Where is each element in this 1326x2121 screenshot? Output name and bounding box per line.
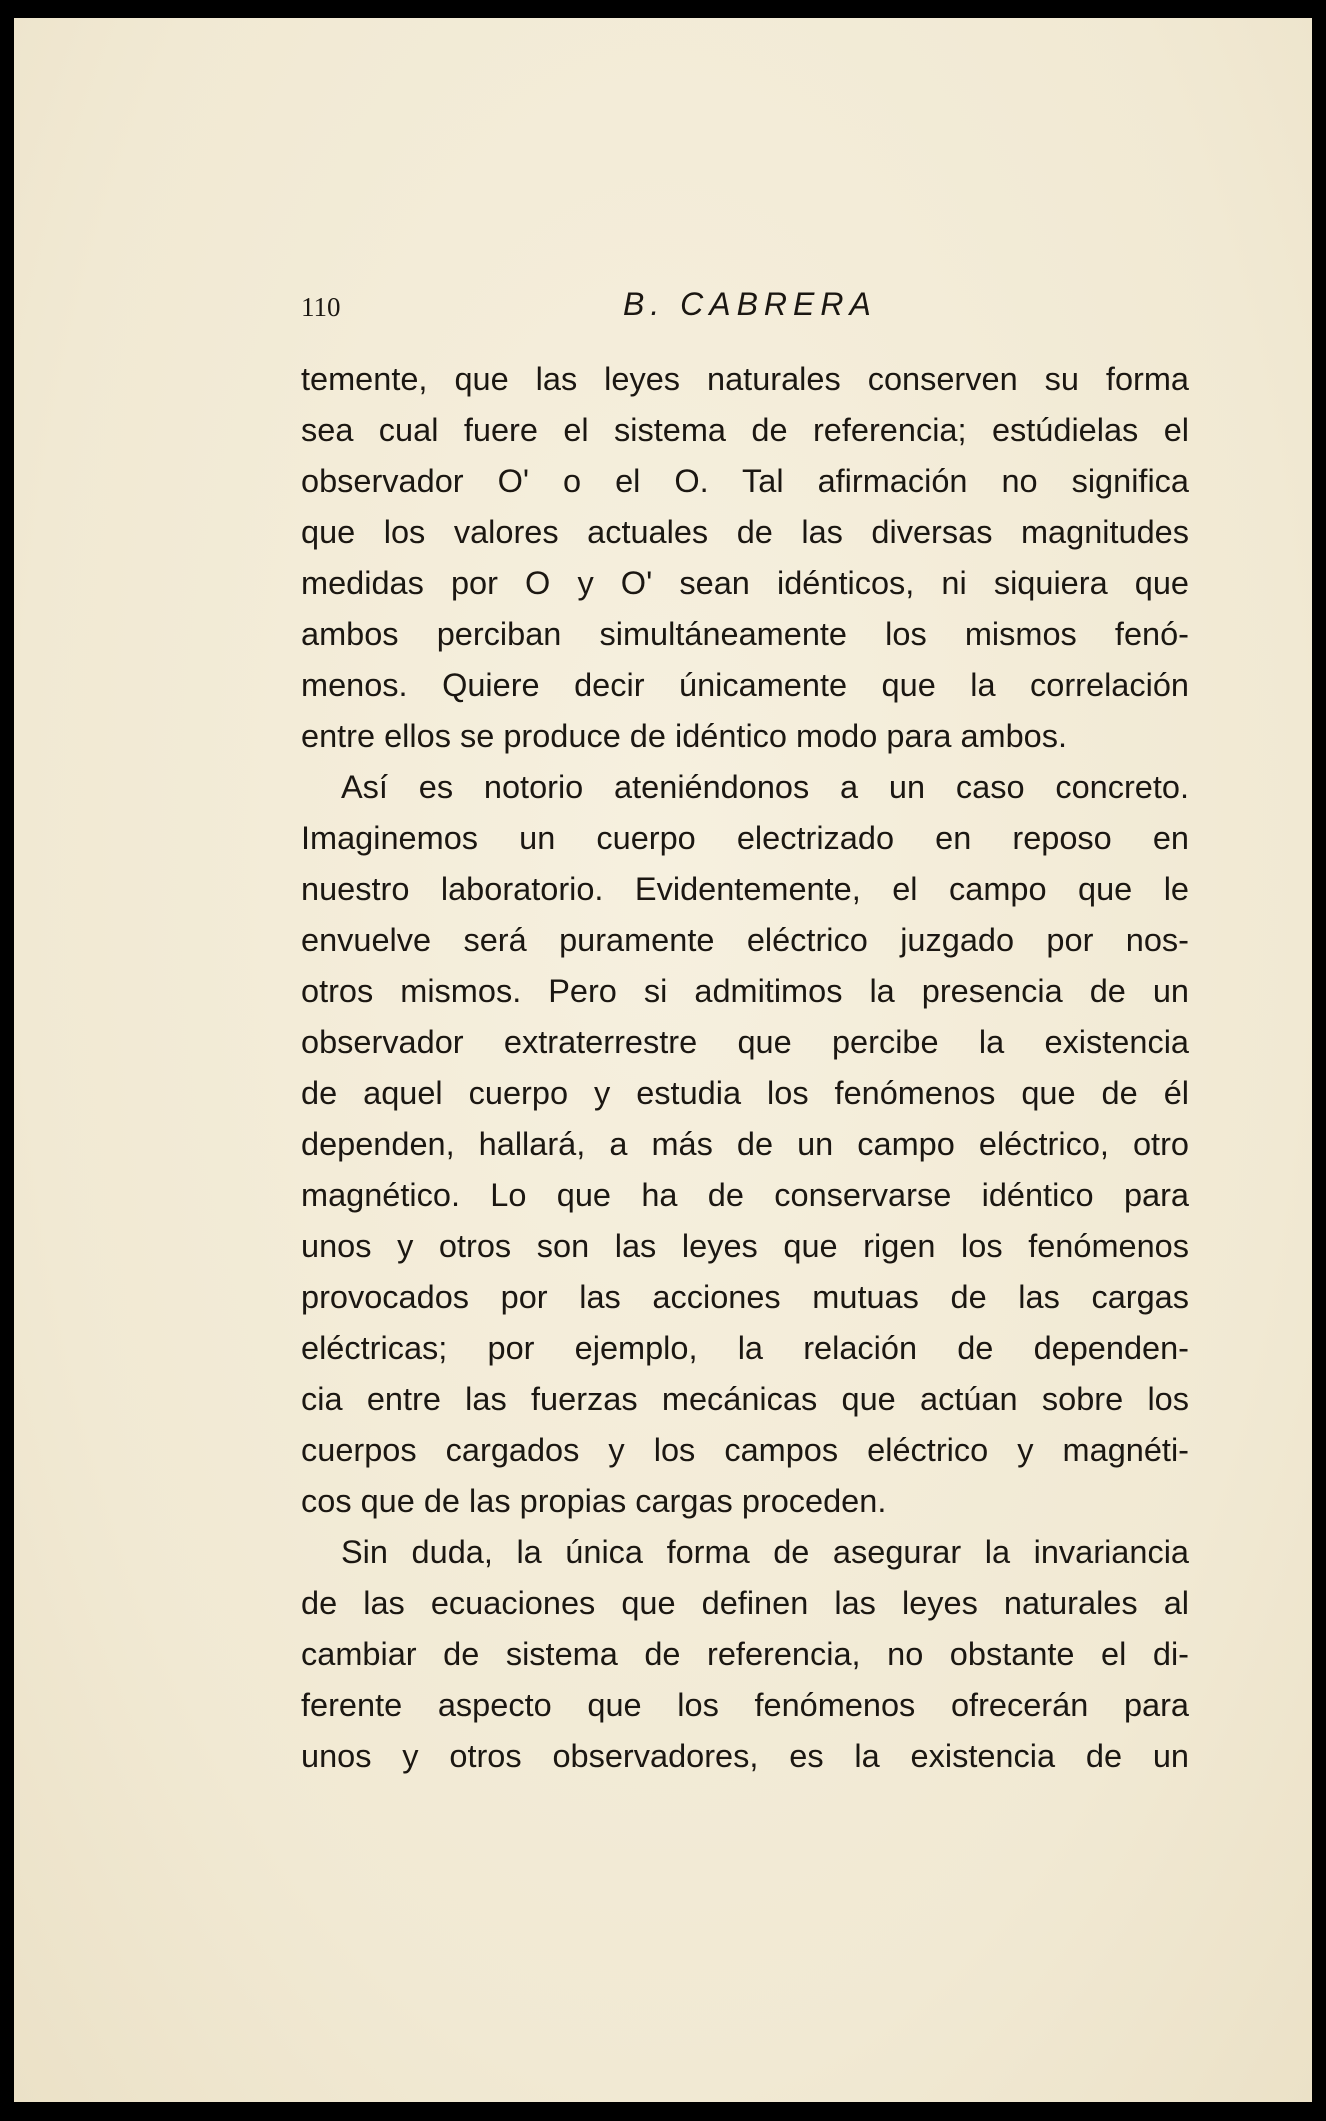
text-line: cambiar de sistema de referencia, no obstante el di- bbox=[301, 1636, 1189, 1672]
body-text bbox=[301, 354, 1189, 1782]
paragraph-1 bbox=[301, 354, 1189, 762]
text-line: envuelve será puramente eléctrico juzgado por nos- bbox=[301, 922, 1189, 958]
page-number: 110 bbox=[301, 292, 341, 322]
text-line: ambos perciban simultáneamente los mismos fenó- bbox=[301, 616, 1189, 652]
text-line: cia entre las fuerzas mecánicas que actúan sobre los bbox=[301, 1381, 1189, 1417]
text-line: de las ecuaciones que definen las leyes naturales al bbox=[301, 1585, 1189, 1621]
text-line: temente, que las leyes naturales conserven su forma bbox=[301, 361, 1189, 397]
text-line: observador O' o el O. Tal afirmación no significa bbox=[301, 463, 1189, 499]
text-line: nuestro laboratorio. Evidentemente, el campo que le bbox=[301, 871, 1189, 907]
text-line: observador extraterrestre que percibe la existencia bbox=[301, 1024, 1189, 1060]
book-page bbox=[14, 18, 1312, 2102]
text-line: unos y otros observadores, es la existencia de un bbox=[301, 1738, 1189, 1774]
text-line: Imaginemos un cuerpo electrizado en reposo en bbox=[301, 820, 1189, 856]
text-line: medidas por O y O' sean idénticos, ni siquiera que bbox=[301, 565, 1189, 601]
text-line: eléctricas; por ejemplo, la relación de dependen- bbox=[301, 1330, 1189, 1366]
text-line: menos. Quiere decir únicamente que la correlación bbox=[301, 667, 1189, 703]
text-line: de aquel cuerpo y estudia los fenómenos que de él bbox=[301, 1075, 1189, 1111]
text-line: dependen, hallará, a más de un campo eléctrico, otro bbox=[301, 1126, 1189, 1162]
text-line: magnético. Lo que ha de conservarse idéntico para bbox=[301, 1177, 1189, 1213]
text-line: Sin duda, la única forma de asegurar la invariancia bbox=[341, 1534, 1189, 1570]
text-line: Así es notorio ateniéndonos a un caso concreto. bbox=[341, 769, 1189, 805]
text-line: unos y otros son las leyes que rigen los fenómenos bbox=[301, 1228, 1189, 1264]
text-line: sea cual fuere el sistema de referencia; estúdielas el bbox=[301, 412, 1189, 448]
text-line: provocados por las acciones mutuas de las cargas bbox=[301, 1279, 1189, 1315]
text-line: entre ellos se produce de idéntico modo para ambos. bbox=[301, 718, 1068, 754]
text-line: ferente aspecto que los fenómenos ofrecerán para bbox=[301, 1687, 1189, 1723]
running-head: B. CABRERA bbox=[623, 286, 877, 322]
text-line: cuerpos cargados y los campos eléctrico y magnéti- bbox=[301, 1432, 1189, 1468]
paragraph-3 bbox=[301, 1527, 1189, 1782]
text-line: cos que de las propias cargas proceden. bbox=[301, 1483, 887, 1519]
text-line: otros mismos. Pero si admitimos la presencia de un bbox=[301, 973, 1189, 1009]
text-line: que los valores actuales de las diversas magnitudes bbox=[301, 514, 1189, 550]
paragraph-2 bbox=[301, 762, 1189, 1527]
page-header bbox=[301, 286, 1189, 326]
